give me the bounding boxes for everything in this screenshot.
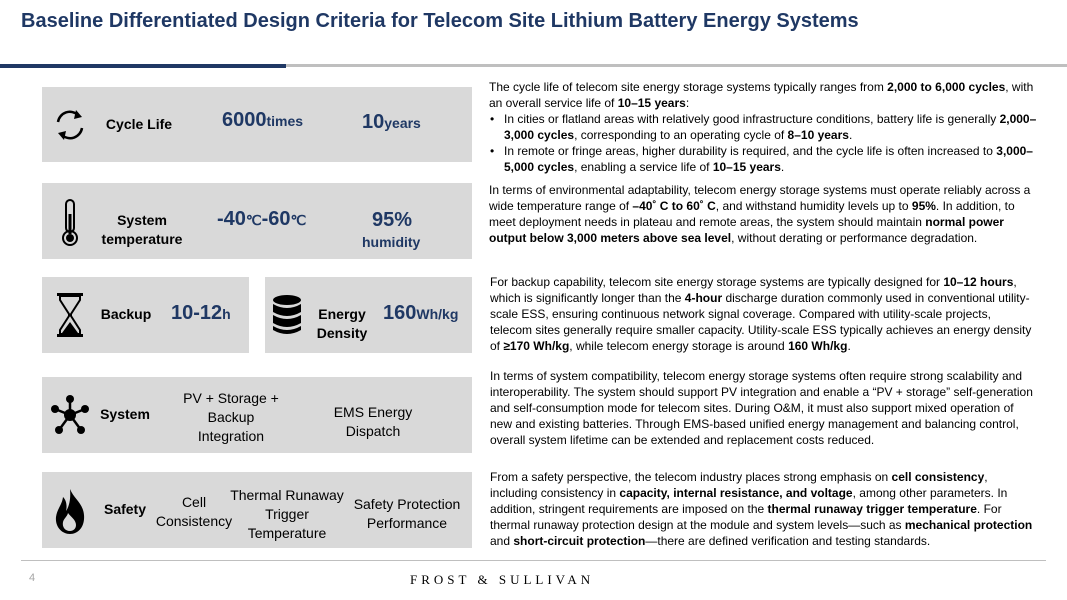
safety-card [42, 472, 472, 548]
text-run: , corresponding to an operating cycle of [574, 128, 788, 142]
backup-paragraph [490, 274, 1035, 354]
text-run: —there are defined verification and testing standards. [645, 534, 931, 548]
text-run: , enabling a service life of [574, 160, 713, 174]
database-icon [272, 294, 302, 336]
cell-consistency-item: Cell Consistency [155, 494, 233, 529]
text-run: The cycle life of telecom site energy storage systems typically ranges from [489, 80, 888, 94]
text-run: In remote or fringe areas, higher durability is required, and the cycle life is often increased to [504, 144, 997, 158]
title-rule [286, 64, 1067, 67]
text-run-bold: 10–15 years [712, 160, 781, 174]
ems-dispatch-item: EMS Energy Dispatch [333, 404, 413, 439]
cycle-count-number: 6000 [222, 109, 267, 131]
system-paragraph [490, 368, 1035, 448]
cycle-life-intro [489, 79, 1044, 111]
temperature-card [42, 183, 472, 259]
text-run: , and withstand humidity levels up to [715, 199, 912, 213]
temperature-label: System temperature [101, 212, 183, 247]
backup-card [42, 277, 249, 353]
text-run: discharge duration commonly used in conventional utility-scale ESS, ensuring continuous network signal coverage. Compared with utility-scale projects, telecom sites generally require smaller capacity. Utility-scale ESS typically achieves an energy density of [490, 291, 1032, 353]
cycle-arrows-icon [52, 107, 88, 143]
text-run: , among other parameters. In addition, stringent requirements are imposed on the [490, 486, 1008, 516]
hourglass-icon [55, 292, 85, 338]
service-life-unit: years [384, 115, 421, 131]
safety-paragraph [490, 469, 1035, 549]
backup-label: Backup [100, 306, 152, 322]
text-run-bold: 3,000–5,000 cycles [504, 144, 1033, 174]
network-hub-icon [50, 395, 90, 435]
humidity-label: humidity [362, 234, 421, 250]
service-life-number: 10 [362, 111, 385, 133]
system-card [42, 377, 472, 453]
text-run: . For thermal runaway protection design at the module and system levels—such as [490, 502, 1002, 532]
energy-density-number: 160 [383, 302, 417, 324]
temperature-range-value [217, 208, 306, 231]
cycle-life-paragraph [489, 79, 1044, 175]
text-run-bold: cell consistency [891, 470, 985, 484]
text-run-bold: 160 Wh/kg [788, 339, 848, 353]
text-run-bold: 10–12 hours [943, 275, 1014, 289]
text-run: . In addition, to meet deployment needs in plateau and remote areas, the system should maintain [489, 199, 1015, 229]
energy-density-label: Energy Density [316, 306, 368, 341]
text-run-bold: thermal runaway trigger temperature [767, 502, 977, 516]
backup-unit: h [222, 306, 231, 322]
temperature-paragraph [489, 182, 1034, 246]
temperature-min: -40 [217, 208, 246, 230]
cycle-count-value [222, 109, 303, 132]
text-run: . [847, 339, 851, 353]
text-run: For backup capability, telecom site energy storage systems are typically designed for [490, 275, 944, 289]
system-label: System [100, 406, 150, 422]
text-run: and [490, 534, 514, 548]
thermal-runaway-item: Thermal Runaway Trigger Temperature [230, 487, 344, 541]
text-run-bold: 2,000–3,000 cycles [504, 112, 1037, 142]
pv-storage-backup-item: PV + Storage + Backup Integration [183, 390, 279, 444]
page-number: 4 [29, 572, 36, 584]
backup-value [171, 302, 231, 325]
text-run: , while telecom energy storage is around [569, 339, 789, 353]
thermometer-icon [58, 198, 82, 248]
text-run-bold: 95% [911, 199, 936, 213]
temperature-unit-a: ℃ [245, 212, 262, 228]
energy-density-unit: Wh/kg [416, 306, 459, 322]
cycle-life-card [42, 87, 472, 162]
cycle-count-unit: times [266, 113, 304, 129]
text-run-bold: 2,000 to 6,000 cycles [887, 80, 1006, 94]
temperature-max: -60 [261, 208, 291, 230]
text-run: In cities or flatland areas with relatively good infrastructure conditions, battery life is generally [504, 112, 1000, 126]
flame-icon [53, 487, 87, 535]
text-run: In terms of system compatibility, telecom energy storage systems often require strong scalability and interoperability. The system should support PV integration and enable a “PV + storage” self-generation and self-consumption mode for telecom sites. During O&M, it must also support mixed operation of new and existing batteries. Through EMS-based unified energy management and balancing control, overall system lifetime can be extended and replacement costs reduced. [490, 369, 1033, 447]
cycle-life-bullets [489, 111, 1044, 175]
service-life-value [362, 111, 421, 134]
temperature-unit-b: ℃ [290, 212, 307, 228]
title-rule-accent [0, 64, 286, 68]
text-run-bold: ≥170 Wh/kg [503, 339, 570, 353]
text-run: : [685, 96, 690, 110]
list-item [489, 143, 1044, 175]
energy-density-card [265, 277, 472, 353]
text-run-bold: normal power output below 3,000 meters above sea level [489, 215, 1004, 245]
text-run-bold: short-circuit protection [513, 534, 646, 548]
text-run: , with an overall service life of [489, 80, 1034, 110]
text-run: , including consistency in [490, 470, 988, 500]
text-run-bold: mechanical protection [904, 518, 1033, 532]
text-run-bold: 10–15 years [617, 96, 686, 110]
list-item [489, 111, 1044, 143]
cycle-life-label: Cycle Life [105, 116, 173, 132]
safety-protection-item: Safety Protection Performance [353, 496, 461, 531]
text-run: In terms of environmental adaptability, telecom energy storage systems must operate reliably across a wide temperature range of [489, 183, 1031, 213]
text-run: , which is significantly longer than the [490, 275, 1017, 305]
text-run: . [780, 160, 785, 174]
text-run-bold: 8–10 years [787, 128, 849, 142]
text-run-bold: 4-hour [684, 291, 723, 305]
text-run-bold: capacity, internal resistance, and voltage [619, 486, 853, 500]
frost-sullivan-logo: FROST & SULLIVAN [410, 572, 595, 587]
safety-label: Safety [103, 501, 147, 517]
text-run: , without derating or performance degradation. [731, 231, 978, 245]
text-run-bold: –40˚ C to 60˚ C [632, 199, 716, 213]
footer-divider [21, 560, 1046, 561]
text-run: . [848, 128, 853, 142]
text-run: From a safety perspective, the telecom industry places strong emphasis on [490, 470, 892, 484]
page-title: Baseline Differentiated Design Criteria for Telecom Site Lithium Battery Energy Systems [21, 10, 859, 32]
energy-density-value [383, 302, 458, 325]
backup-number: 10-12 [171, 302, 223, 324]
humidity-value: 95% [372, 209, 413, 231]
